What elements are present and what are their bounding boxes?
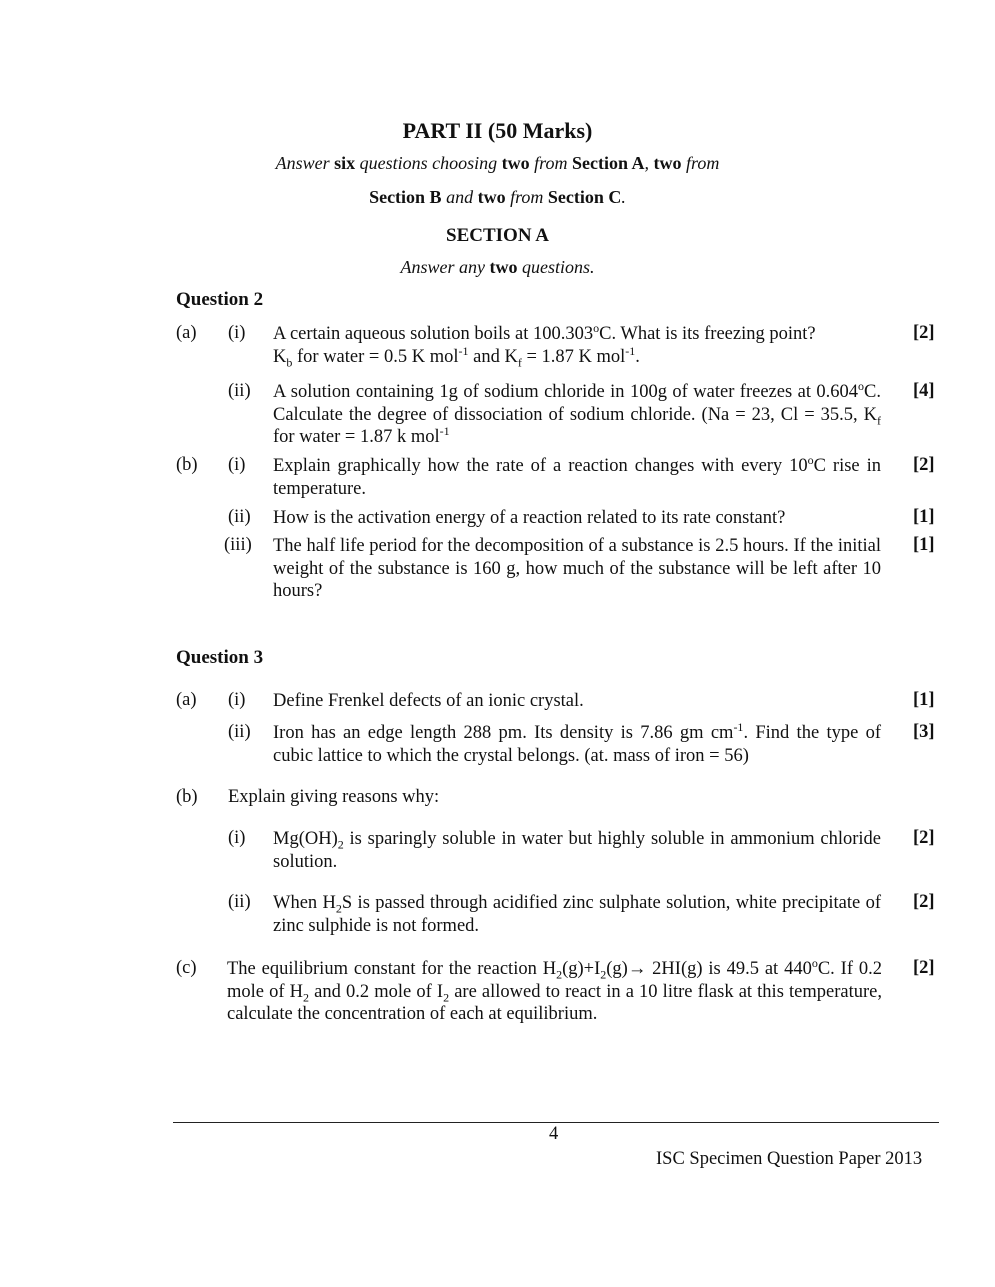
q2-b-ii-text: How is the activation energy of a reaction related to its rate constant? — [273, 508, 786, 528]
q2-part-b-label: (b) — [176, 455, 198, 475]
q3-part-b-label: (b) — [176, 787, 198, 807]
footer-divider — [173, 1122, 939, 1123]
q2-a-i-label: (i) — [228, 323, 246, 343]
q3-c-marks: [2] — [913, 958, 935, 978]
q2-a-ii-label: (ii) — [228, 381, 251, 401]
q2-a-i-marks: [2] — [913, 323, 935, 343]
q2-b-i-label: (i) — [228, 455, 246, 475]
q3-b-ii-text: When $H_2S$ is passed through acidified zinc sulphate solution, white precipitate of zinc sulphide is not formed. — [273, 893, 881, 936]
page-number: 4 — [549, 1124, 559, 1144]
instructions-line-2: Section B and two from Section C. — [369, 187, 626, 207]
question-3-heading: Question 3 — [176, 647, 264, 668]
q3-b-i-label: (i) — [228, 828, 246, 848]
q3-b-ii-marks: [2] — [913, 892, 935, 912]
q2-b-i-marks: [2] — [913, 455, 935, 475]
q3-part-a-label: (a) — [176, 690, 197, 710]
q2-part-a-label: (a) — [176, 323, 197, 343]
q2-b-ii-label: (ii) — [228, 507, 251, 527]
question-2-heading: Question 2 — [176, 289, 264, 310]
instructions-line-1: Answer six questions choosing two from Section A, two from — [275, 153, 720, 173]
q2-a-ii-marks: [4] — [913, 381, 935, 401]
part-title: PART II (50 Marks) — [402, 118, 593, 143]
q2-b-iii-text: The half life period for the decomposition of a substance is 2.5 hours. If the initial weight of the substance is 160 g, how much of the substance will be left after 10 hours? — [273, 536, 881, 601]
q3-b-ii-label: (ii) — [228, 892, 251, 912]
q2-a-ii-text: A solution containing 1g of sodium chloride in 100g of water freezes at 0.604$^o$C. Calculate the degree of dissociation of sodium chloride. (Na = 23, Cl = 35.5, $K_f$ for water = 1.87 k mol$^{-1}$ — [273, 378, 881, 447]
q3-c-text: The equilibrium constant for the reaction $H_2(g)+I_2(g)\to 2HI(g)$ is 49.5 at 440$^o$C. If 0.2 mole of $H_2$ and 0.2 mole of $I_2$ are allowed to react in a 10 litre flask at this temperature, calculate the concentration of each at equilibrium. — [227, 955, 882, 1024]
q3-b-i-text: $Mg(OH)_2$ is sparingly soluble in water but highly soluble in ammonium chloride solution. — [273, 829, 881, 872]
q3-a-ii-text: Iron has an edge length 288 pm. Its density is 7.86 gm $cm^{-1}$. Find the type of cubic lattice to which the crystal belongs. (at. mass of iron = 56) — [273, 719, 881, 766]
q3-b-intro: Explain giving reasons why: — [228, 787, 440, 807]
q2-a-i-text: A certain aqueous solution boils at 100.303$^o$C. What is its freezing point? $K_b$ for water = 0.5 K mol$^{-1}$ and $K_f = 1.87$ K mol$^{-1}$. — [273, 320, 816, 370]
q3-part-c-label: (c) — [176, 958, 197, 978]
q2-b-iii-label: (iii) — [224, 535, 252, 555]
q3-b-i-marks: [2] — [913, 828, 935, 848]
section-instructions: Answer any two questions. — [400, 257, 595, 277]
q2-b-ii-marks: [1] — [913, 507, 935, 527]
q3-a-i-text: Define Frenkel defects of an ionic crystal. — [273, 691, 584, 711]
q2-b-i-text: Explain graphically how the rate of a reaction changes with every 10$^o$C rise in temperature. — [273, 452, 881, 499]
section-title: SECTION A — [446, 225, 549, 246]
q2-b-iii-marks: [1] — [913, 535, 935, 555]
q3-a-i-label: (i) — [228, 690, 246, 710]
q3-a-i-marks: [1] — [913, 690, 935, 710]
paper-name: ISC Specimen Question Paper 2013 — [656, 1149, 923, 1169]
q3-a-ii-marks: [3] — [913, 722, 935, 742]
q3-a-ii-label: (ii) — [228, 722, 251, 742]
